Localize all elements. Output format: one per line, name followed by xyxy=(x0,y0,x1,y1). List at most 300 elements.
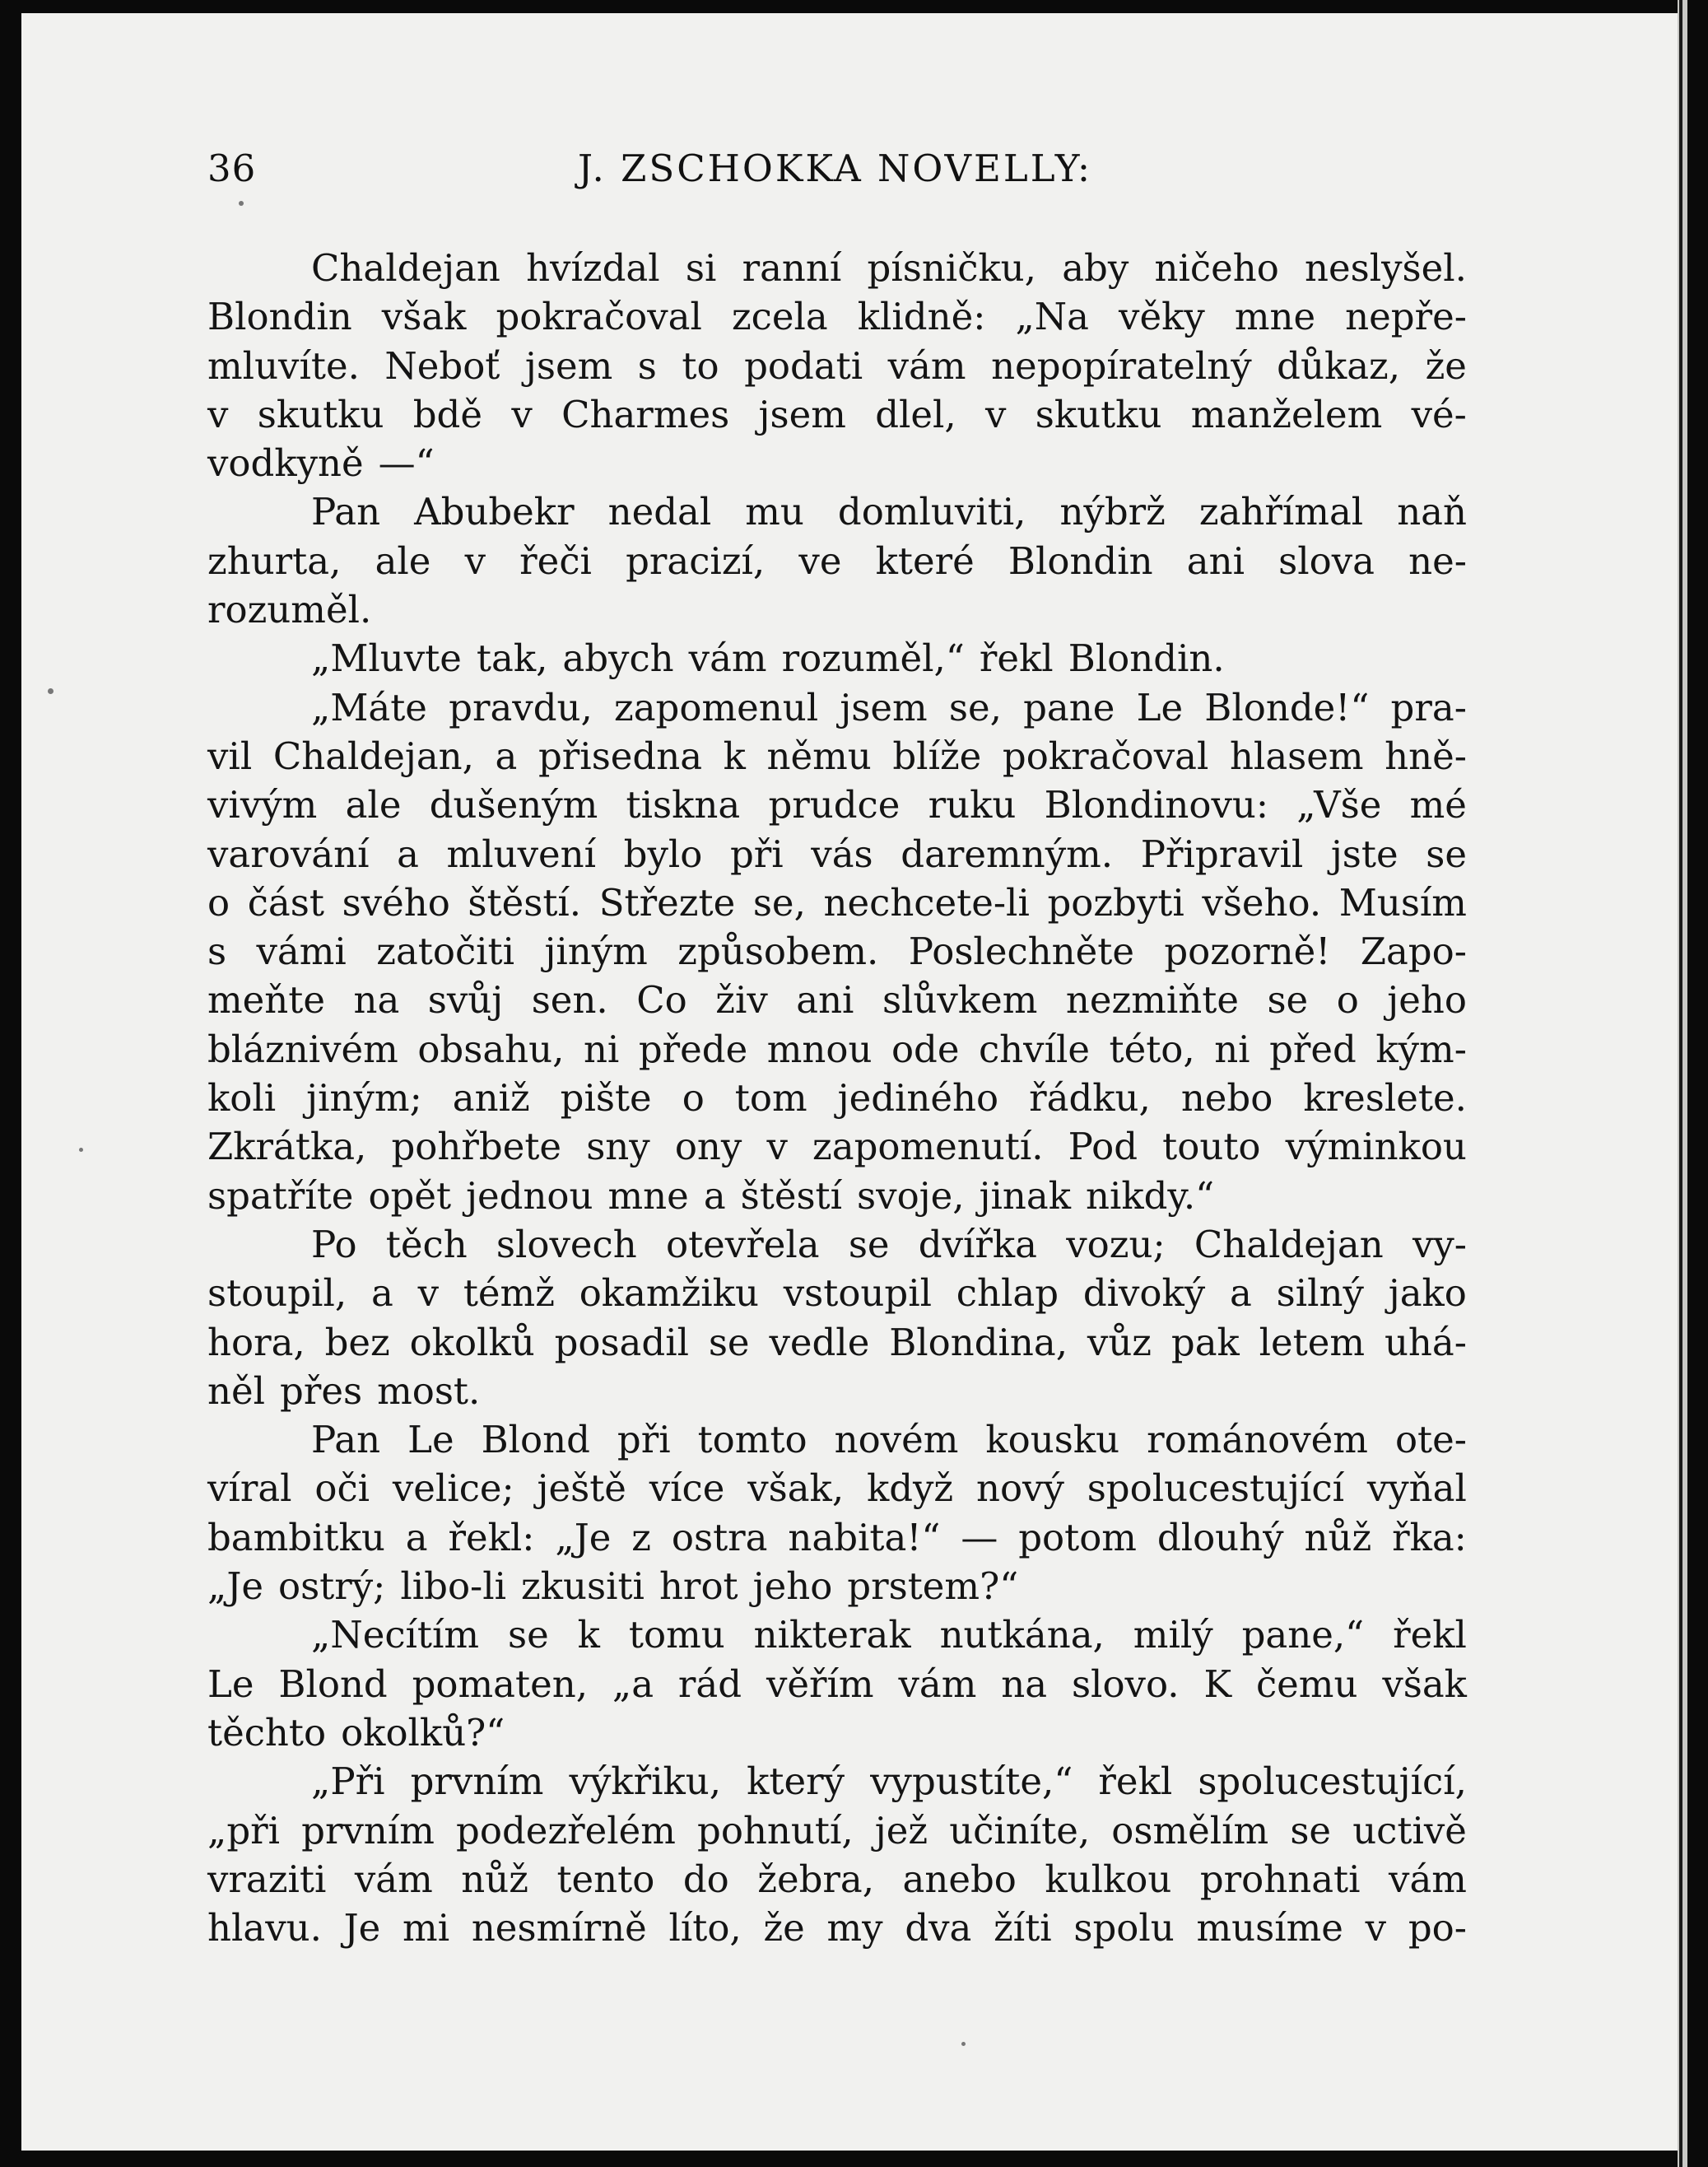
word: dlouhý xyxy=(1157,1515,1284,1559)
word: mne xyxy=(1234,295,1316,339)
word: —“ xyxy=(378,441,435,486)
word: vedle xyxy=(769,1320,870,1364)
text-line xyxy=(207,1904,1467,1952)
word: jinak xyxy=(979,1173,1071,1218)
word: vámi xyxy=(256,930,347,974)
word: Po xyxy=(311,1222,357,1266)
word: a xyxy=(397,832,419,876)
word: ruku xyxy=(928,783,1017,827)
paper-speck xyxy=(239,201,244,206)
word: písničku, xyxy=(867,246,1036,290)
word: libo-li xyxy=(400,1564,507,1609)
word: dvířka xyxy=(918,1222,1038,1266)
word: vraziti xyxy=(207,1857,327,1901)
word: otevřela xyxy=(665,1222,820,1266)
word: Blondin xyxy=(207,295,352,339)
word: tak, xyxy=(476,636,548,681)
word: Blondinovu: xyxy=(1044,783,1269,827)
text-line xyxy=(207,634,1467,683)
word: hlasem xyxy=(1229,734,1364,778)
word: Blondina, xyxy=(889,1320,1068,1364)
word: tento xyxy=(556,1857,655,1901)
word: Le xyxy=(1136,685,1184,729)
word: Co xyxy=(636,978,687,1023)
word: a xyxy=(1230,1271,1252,1316)
word: vy- xyxy=(1412,1222,1467,1266)
word: pra- xyxy=(1390,685,1467,729)
word: pohřbete xyxy=(391,1125,562,1169)
word: skutku xyxy=(257,392,384,436)
word: vé- xyxy=(1411,392,1467,436)
paper-speck xyxy=(961,2042,966,2046)
word: těch xyxy=(385,1222,468,1266)
word: dva xyxy=(905,1906,972,1950)
word: řekl: xyxy=(448,1515,535,1559)
word: pane,“ xyxy=(1241,1613,1365,1657)
word: rozuměl. xyxy=(207,588,372,632)
word: při xyxy=(617,1418,671,1462)
text-line xyxy=(207,1464,1467,1512)
text-line xyxy=(207,1122,1467,1171)
word: spolucestující xyxy=(1087,1466,1345,1511)
text-line xyxy=(207,342,1467,390)
text-line xyxy=(207,537,1467,585)
word: Musím xyxy=(1338,880,1467,925)
body-text xyxy=(207,244,1467,1952)
word: posadil xyxy=(554,1320,689,1364)
word: žíti xyxy=(994,1906,1052,1950)
word: Abubekr xyxy=(414,490,575,534)
word: tom xyxy=(734,1076,807,1121)
text-line xyxy=(207,781,1467,829)
word: vozu; xyxy=(1066,1222,1166,1266)
word: zatočiti xyxy=(376,930,515,974)
word: výminkou xyxy=(1285,1125,1467,1169)
word: anebo xyxy=(902,1857,1017,1901)
word: spatříte xyxy=(207,1173,354,1218)
text-line xyxy=(207,1220,1467,1269)
word: nikdy.“ xyxy=(1085,1173,1215,1218)
word: zapomenutí. xyxy=(812,1125,1044,1169)
word: nový xyxy=(975,1466,1064,1511)
word: ostrý; xyxy=(277,1564,386,1609)
word: v xyxy=(1365,1906,1387,1950)
word: více xyxy=(649,1466,725,1511)
word: ale xyxy=(375,538,431,583)
word: „Vše xyxy=(1296,783,1382,827)
word: a xyxy=(703,1173,726,1218)
word: ony xyxy=(674,1125,742,1169)
word: o xyxy=(207,880,230,925)
word: ale xyxy=(345,783,402,827)
word: mi xyxy=(403,1906,450,1950)
word: letem xyxy=(1259,1320,1366,1364)
word: chlap xyxy=(956,1271,1059,1316)
word: živ xyxy=(715,978,768,1023)
word: štěstí. xyxy=(468,880,582,925)
word: vstoupil xyxy=(783,1271,932,1316)
word: „Mluvte xyxy=(311,636,462,681)
word: nechcete-li xyxy=(823,880,1030,925)
word: kousku xyxy=(985,1418,1120,1462)
word: divoký xyxy=(1082,1271,1206,1316)
word: my xyxy=(826,1906,883,1950)
word: řekl xyxy=(979,636,1054,681)
word: Zkrátka, xyxy=(207,1125,367,1169)
text-line xyxy=(207,732,1467,781)
word: chvíle xyxy=(978,1027,1090,1071)
word: klidně: xyxy=(857,295,986,339)
word: prvním xyxy=(301,1808,435,1852)
word: o xyxy=(1336,978,1359,1023)
word: k xyxy=(723,734,746,778)
text-line xyxy=(207,487,1467,536)
text-line xyxy=(207,830,1467,878)
word: se xyxy=(508,1613,549,1657)
word: milý xyxy=(1133,1613,1213,1657)
word: rozuměl,“ xyxy=(781,636,965,681)
word: kreslete. xyxy=(1303,1076,1467,1121)
word: Chaldejan xyxy=(311,246,500,290)
text-line xyxy=(207,1708,1467,1757)
word: Chaldejan, xyxy=(272,734,474,778)
text-line xyxy=(207,292,1467,341)
word: koli xyxy=(207,1076,277,1121)
word: Poslechněte xyxy=(908,930,1134,974)
word: věky xyxy=(1119,295,1205,339)
word: sny xyxy=(586,1125,650,1169)
word: nutkána, xyxy=(939,1613,1105,1657)
word: „Máte xyxy=(311,685,427,729)
page-header xyxy=(207,147,1467,196)
word: nýbrž xyxy=(1059,490,1166,534)
word: Blondin xyxy=(1008,538,1153,583)
word: prstem?“ xyxy=(847,1564,1019,1609)
word: Blond xyxy=(481,1418,590,1462)
paper-speck xyxy=(48,688,54,694)
word: svého xyxy=(342,880,450,925)
word: oči xyxy=(314,1466,370,1511)
text-line xyxy=(207,1757,1467,1806)
word: dušeným xyxy=(429,783,598,827)
word: ani xyxy=(1186,538,1245,583)
word: slovo. xyxy=(1071,1661,1180,1706)
text-line xyxy=(207,1562,1467,1610)
text-line xyxy=(207,1269,1467,1317)
word: nezmiňte xyxy=(1065,978,1239,1023)
word: s xyxy=(207,930,227,974)
running-head: J. ZSCHOKKA NOVELLY: xyxy=(578,147,1093,190)
word: bdě xyxy=(412,392,482,436)
word: kulkou xyxy=(1045,1857,1172,1901)
word: „při xyxy=(207,1808,281,1852)
word: novém xyxy=(834,1418,959,1462)
text-line xyxy=(207,1855,1467,1904)
word: k xyxy=(577,1613,600,1657)
word: Pod xyxy=(1068,1125,1138,1169)
text-line xyxy=(207,1610,1467,1659)
word: aniž xyxy=(452,1076,530,1121)
word: opět xyxy=(368,1173,452,1218)
word: Neboť xyxy=(384,343,500,388)
word: prudce xyxy=(768,783,901,827)
word: Zapo- xyxy=(1360,930,1467,974)
word: se xyxy=(1267,978,1309,1023)
word: „a xyxy=(612,1661,654,1706)
word: přede xyxy=(638,1027,748,1071)
word: vás xyxy=(811,832,873,876)
word: Blonde!“ xyxy=(1204,685,1370,729)
word: bylo xyxy=(623,832,703,876)
word: osmělím xyxy=(1111,1808,1269,1852)
text-line xyxy=(207,585,1467,634)
word: z xyxy=(631,1515,651,1559)
word: ničeho xyxy=(1154,246,1279,290)
word: slova xyxy=(1278,538,1375,583)
word: uhá- xyxy=(1384,1320,1467,1364)
word: v xyxy=(511,392,533,436)
word: slůvkem xyxy=(882,978,1038,1023)
word: který xyxy=(747,1759,845,1804)
word: vám xyxy=(887,343,966,388)
word: v xyxy=(464,538,486,583)
word: líto, xyxy=(668,1906,742,1950)
word: a xyxy=(405,1515,428,1559)
word: nedal xyxy=(607,490,712,534)
word: mne xyxy=(607,1173,689,1218)
word: K xyxy=(1203,1661,1232,1706)
word: řka: xyxy=(1392,1515,1467,1559)
text-line xyxy=(207,1660,1467,1708)
word: jiným; xyxy=(306,1076,422,1121)
word: mluvíte. xyxy=(207,343,360,388)
word: však, xyxy=(747,1466,845,1511)
page-number: 36 xyxy=(207,147,257,190)
word: ne- xyxy=(1408,538,1467,583)
word: okolků xyxy=(409,1320,535,1364)
word: témž xyxy=(463,1271,555,1316)
word: zcela xyxy=(731,295,828,339)
word: neslyšel. xyxy=(1305,246,1467,290)
word: pak xyxy=(1170,1320,1240,1364)
word: jeho xyxy=(752,1564,833,1609)
text-line xyxy=(207,390,1467,439)
word: velice; xyxy=(392,1466,514,1511)
word: mu xyxy=(745,490,804,534)
word: vám xyxy=(1389,1857,1467,1901)
word: daremným. xyxy=(901,832,1114,876)
word: Je xyxy=(343,1906,381,1950)
text-line xyxy=(207,439,1467,487)
word: rád xyxy=(677,1661,742,1706)
word: Blondin. xyxy=(1068,636,1225,681)
word: hlavu. xyxy=(207,1906,322,1950)
word: blíže xyxy=(892,734,982,778)
word: jiným xyxy=(544,930,648,974)
word: ode xyxy=(891,1027,960,1071)
word: si xyxy=(685,246,717,290)
word: kým- xyxy=(1375,1027,1467,1071)
word: vám xyxy=(354,1857,433,1901)
word: vyňal xyxy=(1366,1466,1467,1511)
word: pohnutí, xyxy=(697,1808,854,1852)
word: důkaz, xyxy=(1277,343,1401,388)
word: pokračoval xyxy=(1002,734,1209,778)
word: dlel, xyxy=(875,392,956,436)
word: o xyxy=(682,1076,705,1121)
word: jako xyxy=(1388,1271,1467,1316)
word: však xyxy=(1382,1661,1467,1706)
word: varování xyxy=(207,832,370,876)
word: to xyxy=(682,343,719,388)
binding-edge xyxy=(1679,0,1682,2167)
word: této, xyxy=(1109,1027,1195,1071)
text-line xyxy=(207,1318,1467,1367)
word: štěstí xyxy=(740,1173,843,1218)
word: přes xyxy=(280,1368,363,1413)
text-line xyxy=(207,976,1467,1024)
word: které xyxy=(875,538,975,583)
word: zhurta, xyxy=(207,538,342,583)
word: jednou xyxy=(466,1173,593,1218)
word: ve xyxy=(798,538,842,583)
word: — xyxy=(961,1515,998,1559)
word: výkřiku, xyxy=(569,1759,722,1804)
word: řekl xyxy=(1098,1759,1173,1804)
word: podezřelém xyxy=(456,1808,676,1852)
word: hrot xyxy=(659,1564,738,1609)
word: pravdu, xyxy=(449,685,593,729)
word: potom xyxy=(1018,1515,1137,1559)
paper-speck xyxy=(79,1148,83,1152)
word: způsobem. xyxy=(677,930,879,974)
word: vodkyně xyxy=(207,441,364,486)
word: jste xyxy=(1330,832,1399,876)
word: řekl xyxy=(1393,1613,1467,1657)
text-line xyxy=(207,683,1467,732)
text-line xyxy=(207,1415,1467,1464)
word: abych xyxy=(562,636,674,681)
word: tomu xyxy=(628,1613,725,1657)
word: v xyxy=(766,1125,788,1169)
word: řeči xyxy=(519,538,592,583)
word: aby xyxy=(1062,246,1129,290)
word: při xyxy=(729,832,784,876)
word: pane xyxy=(1023,685,1115,729)
word: Pan xyxy=(311,1418,381,1462)
word: bambitku xyxy=(207,1515,385,1559)
word: nabita!“ xyxy=(788,1515,941,1559)
word: s xyxy=(637,343,657,388)
word: na xyxy=(353,978,400,1023)
word: se xyxy=(708,1320,750,1364)
word: musíme xyxy=(1196,1906,1343,1950)
word: mnou xyxy=(766,1027,873,1071)
word: věřím xyxy=(766,1661,874,1706)
word: prvním xyxy=(410,1759,544,1804)
word: nesmírně xyxy=(471,1906,647,1950)
word: jediného xyxy=(837,1076,999,1121)
word: ni xyxy=(1214,1027,1250,1071)
word: Charmes xyxy=(561,392,730,436)
word: že xyxy=(763,1906,805,1950)
word: sen. xyxy=(531,978,608,1023)
word: bez xyxy=(324,1320,390,1364)
word: do xyxy=(682,1857,729,1901)
word: zapomenul xyxy=(614,685,819,729)
word: a xyxy=(370,1271,393,1316)
word: část xyxy=(247,880,324,925)
word: se xyxy=(1426,832,1467,876)
word: Le xyxy=(207,1661,254,1706)
text-line xyxy=(207,244,1467,292)
word: ostra xyxy=(671,1515,768,1559)
word: pozorně! xyxy=(1164,930,1331,974)
word: pokračoval xyxy=(496,295,702,339)
word: ni xyxy=(583,1027,620,1071)
word: Pan xyxy=(311,490,381,534)
word: však xyxy=(381,295,467,339)
word: čemu xyxy=(1255,1661,1358,1706)
word: nepře- xyxy=(1345,295,1467,339)
word: něl xyxy=(207,1368,266,1413)
word: jsem xyxy=(840,685,928,729)
word: Střezte xyxy=(598,880,736,925)
word: okamžiku xyxy=(579,1271,759,1316)
word: zahřímal xyxy=(1198,490,1364,534)
word: naň xyxy=(1397,490,1467,534)
word: Připravil xyxy=(1140,832,1304,876)
word: ani xyxy=(796,978,854,1023)
word: v xyxy=(985,392,1007,436)
word: bláznivém xyxy=(207,1027,398,1071)
word: skutku xyxy=(1035,392,1162,436)
word: jsem xyxy=(758,392,846,436)
word: pište xyxy=(560,1076,652,1121)
word: okolků?“ xyxy=(341,1710,505,1755)
text-line xyxy=(207,878,1467,927)
word: vil xyxy=(207,734,253,778)
word: přisedna xyxy=(538,734,703,778)
word: že xyxy=(1425,343,1467,388)
word: když xyxy=(866,1466,954,1511)
word: meňte xyxy=(207,978,325,1023)
word: uctivě xyxy=(1352,1808,1467,1852)
word: vůz xyxy=(1087,1320,1152,1364)
word: němu xyxy=(766,734,872,778)
word: „Na xyxy=(1015,295,1089,339)
word: vivým xyxy=(207,783,318,827)
word: spolucestující, xyxy=(1198,1759,1467,1804)
word: románovém xyxy=(1147,1418,1368,1462)
word: před xyxy=(1269,1027,1357,1071)
word: „Necítím xyxy=(311,1613,480,1657)
word: nůž xyxy=(1304,1515,1372,1559)
word: Le xyxy=(407,1418,454,1462)
word: tiskna xyxy=(626,783,741,827)
word: se xyxy=(848,1222,890,1266)
word: se, xyxy=(752,880,806,925)
word: ote- xyxy=(1394,1418,1467,1462)
word: spolu xyxy=(1073,1906,1175,1950)
word: pozbyti xyxy=(1047,880,1184,925)
word: pracizí, xyxy=(626,538,766,583)
word: v xyxy=(207,392,229,436)
word: svůj xyxy=(427,978,504,1023)
word: všeho. xyxy=(1202,880,1322,925)
word: učiníte, xyxy=(949,1808,1091,1852)
word: most. xyxy=(377,1368,481,1413)
